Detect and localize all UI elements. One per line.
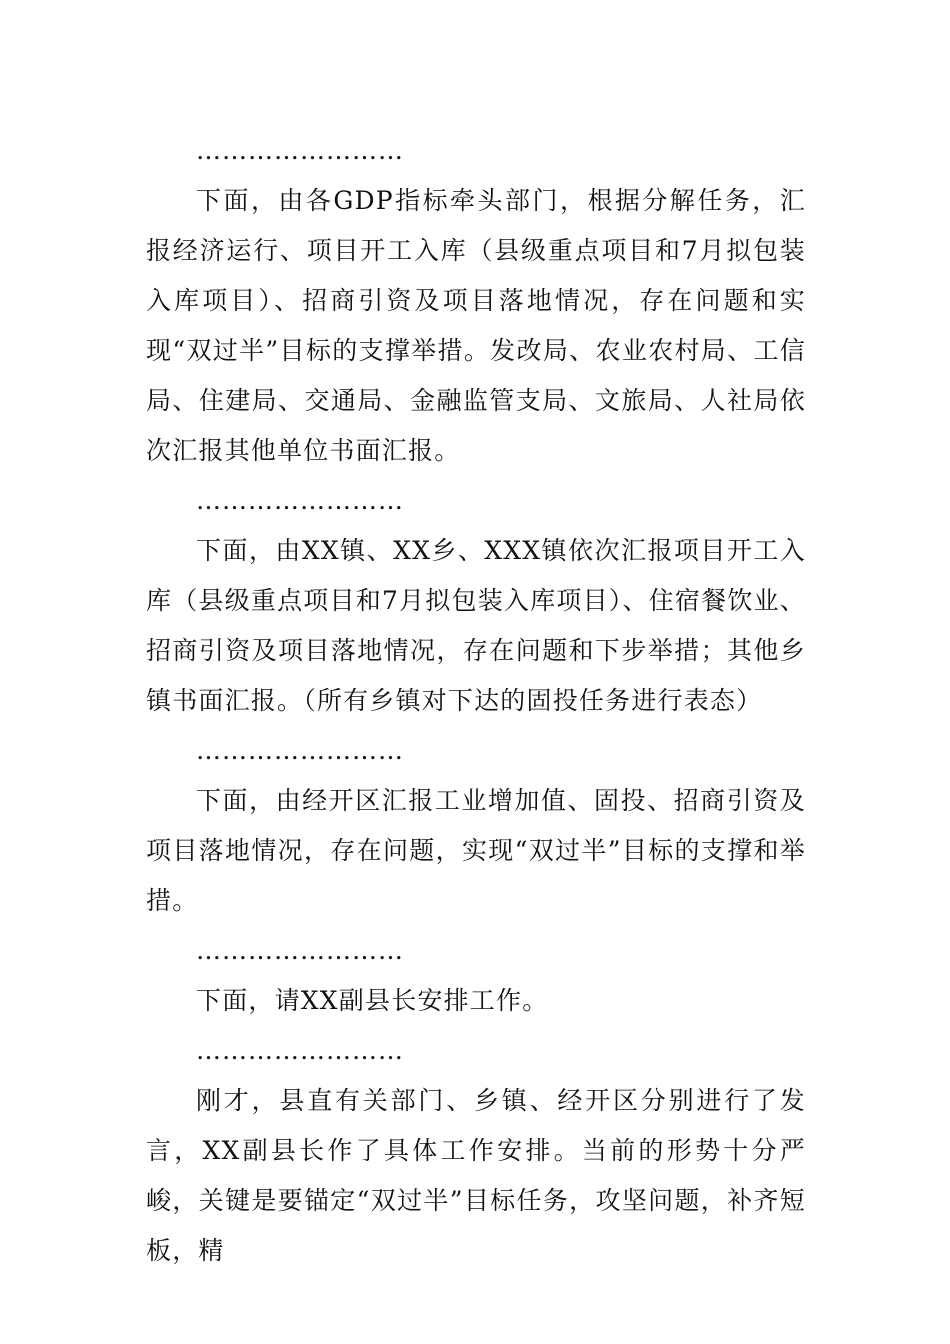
paragraph-summary: 刚才，县直有关部门、乡镇、经开区分别进行了发言，XX副县长作了具体工作安排。当前的形势十分严峻，关键是要锚定“双过半”目标任务，攻坚问题，补齐短板，精 <box>146 1086 806 1265</box>
ellipsis-separator: …………………… <box>196 486 404 515</box>
paragraph-development-zone-report: 下面，由经开区汇报工业增加值、固投、招商引资及项目落地情况，存在问题，实现“双过半”目标的支撑和举措。 <box>146 786 806 915</box>
document-body <box>146 126 806 1276</box>
ellipsis-separator: …………………… <box>196 1036 404 1065</box>
paragraph-deputy-arrangement: 下面，请XX副县长安排工作。 <box>196 986 549 1015</box>
paragraph-gdp-departments-report: 下面，由各GDP指标牵头部门，根据分解任务，汇报经济运行、项目开工入库（县级重点项目和7月拟包装入库项目）、招商引资及项目落地情况，存在问题和实现“双过半”目标的支撑举措。发改局、农业农村局、工信局、住建局、交通局、金融监管支局、文旅局、人社局依次汇报其他单位书面汇报。 <box>146 186 806 465</box>
ellipsis-separator: …………………… <box>196 936 404 965</box>
ellipsis-separator: …………………… <box>196 136 404 165</box>
ellipsis-separator: …………………… <box>196 736 404 765</box>
paragraph-townships-report: 下面，由XX镇、XX乡、XXX镇依次汇报项目开工入库（县级重点项目和7月拟包装入库项目）、住宿餐饮业、招商引资及项目落地情况，存在问题和下步举措；其他乡镇书面汇报。（所有乡镇对下达的固投任务进行表态） <box>146 536 806 715</box>
